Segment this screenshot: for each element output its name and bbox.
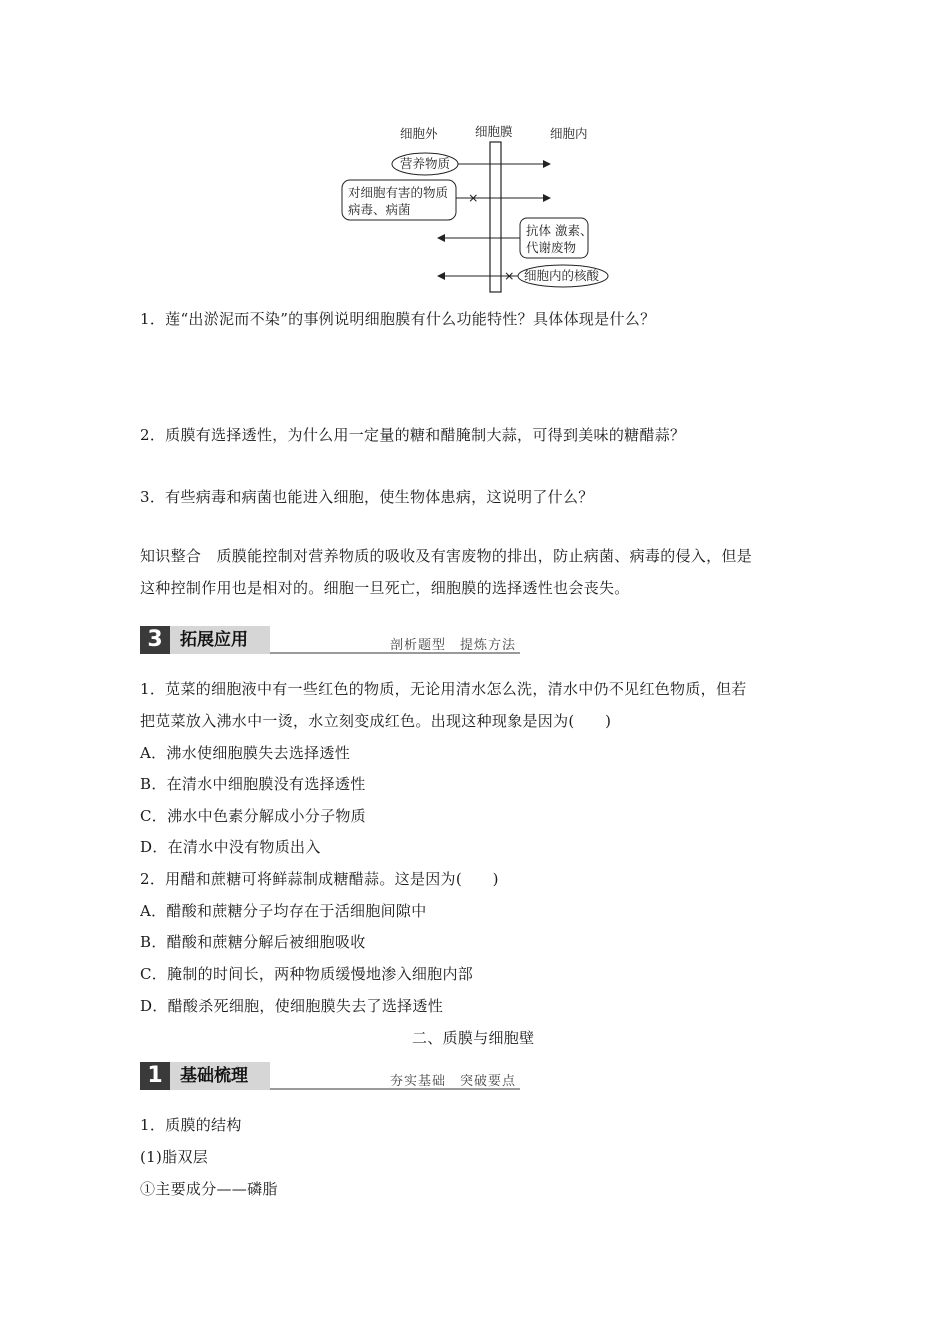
nucleic-label: 细胞内的核酸 — [524, 268, 600, 283]
structure-item-1: (1)脂双层 — [140, 1148, 209, 1166]
mc-q2-option-b: B．醋酸和蔗糖分解后被细胞吸收 — [140, 933, 366, 951]
harmful-blocked-mark: × — [468, 190, 479, 205]
section-title: 基础梳理 — [170, 1062, 270, 1090]
section-header-extend — [140, 626, 520, 656]
export-line1: 抗体 激素、 — [526, 223, 593, 238]
section-subtitle: 夯实基础 突破要点 — [390, 1074, 517, 1089]
export-line2: 代谢废物 — [526, 240, 577, 255]
question-1: 1．莲“出淤泥而不染”的事例说明细胞膜有什么功能特性？具体体现是什么？ — [140, 310, 656, 328]
part2-title: 二、质膜与细胞壁 — [412, 1029, 535, 1047]
nutrients-label: 营养物质 — [400, 156, 451, 171]
mc-q1-line2: 把苋菜放入沸水中一烫，水立刻变成红色。出现这种现象是因为( ) — [140, 712, 612, 730]
knowledge-line-1: 知识整合 质膜能控制对营养物质的吸收及有害废物的排出，防止病菌、病毒的侵入，但是 — [140, 547, 753, 565]
section-subtitle: 剖析题型 提炼方法 — [390, 638, 517, 653]
mc-q1-line1: 1．苋菜的细胞液中有一些红色的物质，无论用清水怎么洗，清水中仍不见红色物质，但若 — [140, 680, 747, 698]
question-3: 3．有些病毒和病菌也能进入细胞，使生物体患病，这说明了什么？ — [140, 488, 594, 506]
mc-q1-option-c: C．沸水中色素分解成小分子物质 — [140, 807, 366, 825]
mc-q2-option-c: C．腌制的时间长，两种物质缓慢地渗入细胞内部 — [140, 965, 474, 983]
mc-q1-option-b: B．在清水中细胞膜没有选择透性 — [140, 775, 366, 793]
section-title: 拓展应用 — [170, 626, 270, 654]
label-membrane: 细胞膜 — [475, 124, 513, 139]
structure-item-2: ①主要成分——磷脂 — [140, 1180, 278, 1198]
harmful-line1: 对细胞有害的物质 — [348, 185, 449, 200]
membrane-transport-diagram — [330, 118, 620, 298]
section-number: 3 — [140, 626, 170, 654]
section-header-basics — [140, 1062, 520, 1092]
mc-q2-option-a: A．醋酸和蔗糖分子均存在于活细胞间隙中 — [140, 902, 427, 920]
label-inside: 细胞内 — [550, 126, 588, 141]
mc-q2-option-d: D．醋酸杀死细胞，使细胞膜失去了选择透性 — [140, 997, 444, 1015]
section-number: 1 — [140, 1062, 170, 1090]
harmful-line2: 病毒、病菌 — [348, 202, 411, 217]
question-2: 2．质膜有选择透性，为什么用一定量的糖和醋腌制大蒜，可得到美味的糖醋蒜？ — [140, 426, 686, 444]
knowledge-line-2: 这种控制作用也是相对的。细胞一旦死亡，细胞膜的选择透性也会丧失。 — [140, 579, 630, 597]
label-outside: 细胞外 — [400, 126, 438, 141]
structure-heading: 1．质膜的结构 — [140, 1116, 242, 1134]
nucleic-blocked-mark: × — [504, 268, 515, 283]
mc-q1-option-d: D．在清水中没有物质出入 — [140, 838, 321, 856]
mc-q2: 2．用醋和蔗糖可将鲜蒜制成糖醋蒜。这是因为( ) — [140, 870, 499, 888]
mc-q1-option-a: A．沸水使细胞膜失去选择透性 — [140, 744, 351, 762]
